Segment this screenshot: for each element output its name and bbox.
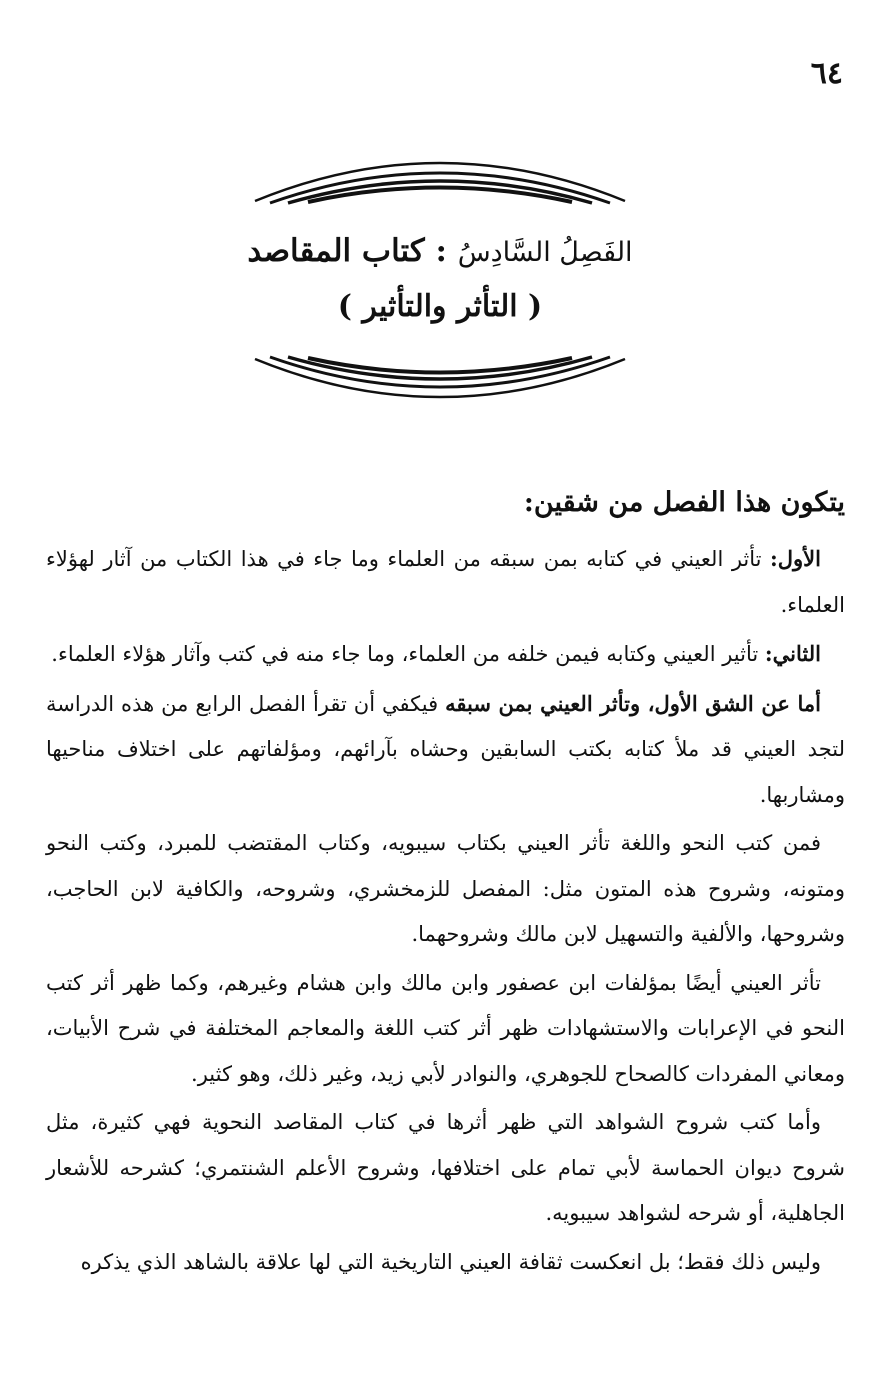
paragraph bbox=[46, 1240, 845, 1286]
paragraph-lead: أما عن الشق الأول، وتأثر العيني بمن سبقه bbox=[445, 690, 821, 716]
chapter-heading-frame bbox=[240, 155, 640, 405]
paragraph bbox=[46, 536, 845, 628]
chapter-separator: : bbox=[424, 233, 458, 269]
body-text bbox=[46, 478, 845, 1288]
chapter-label: الفَصِلُ السَّادِسُ bbox=[457, 237, 633, 268]
paragraph bbox=[46, 821, 845, 958]
paragraph-text: فمن كتب النحو واللغة تأثر العيني بكتاب سيبويه، وكتاب المقتضب للمبرد، وكتب النحو ومتونه، وشروح هذه المتون مثل: المفصل للزمخشري، وشروحه، والكافية لابن الحاجب، وشروحها، والألفية والتسهيل لابن مالك وشروحهما. bbox=[46, 831, 845, 946]
paragraph-text: وليس ذلك فقط؛ بل انعكست ثقافة العيني التاريخية التي لها علاقة بالشاهد الذي يذكره bbox=[80, 1249, 821, 1274]
paragraph bbox=[46, 631, 845, 678]
ornament-arcs bbox=[240, 155, 640, 405]
paragraph-text: وأما كتب شروح الشواهد التي ظهر أثرها في كتاب المقاصد النحوية فهي كثيرة، مثل شروح ديوان الحماسة لأبي تمام على اختلافها، وشروح الأعلم الشنتمري؛ كشرحه للأشعار الجاهلية، أو شرحه لشواهد سيبويه. bbox=[46, 1110, 845, 1225]
paragraph bbox=[46, 1100, 845, 1237]
section-intro: يتكون هذا الفصل من شقين: bbox=[523, 487, 845, 518]
chapter-subtitle: ( التأثر والتأثير ) bbox=[337, 289, 543, 324]
paragraph bbox=[46, 681, 845, 819]
paragraph-text: تأثر العيني أيضًا بمؤلفات ابن عصفور وابن مالك وابن هشام وغيرهم، وكما ظهر أثر كتب النحو في الإعرابات والاستشهادات ظهر أثر كتب اللغة والمعاجم المختلفة في شرح الأبيات، ومعاني المفردات كالصحاح للجوهري، والنوادر لأبي زيد، وغير ذلك، وهو كثير. bbox=[46, 970, 845, 1086]
paragraph bbox=[46, 961, 845, 1098]
paragraph-lead: الثاني: bbox=[764, 641, 821, 666]
paragraph-text: فيكفي أن تقرأ الفصل الرابع من هذه الدراسة لتجد العيني قد ملأ كتابه بكتب السابقين وحشاه بآرائهم، ومؤلفاتهم على اختلاف مناحيها ومشاربها. bbox=[46, 691, 845, 807]
page-number: ٦٤ bbox=[810, 56, 843, 91]
chapter-title bbox=[240, 233, 640, 269]
paragraph-lead: الأول: bbox=[770, 546, 821, 571]
paragraph-text: تأثير العيني وكتابه فيمن خلفه من العلماء، وما جاء منه في كتب وآثار هؤلاء العلماء. bbox=[51, 642, 765, 666]
paragraph-text: تأثر العيني في كتابه بمن سبقه من العلماء وما جاء في هذا الكتاب من آثار لهؤلاء العلماء. bbox=[46, 547, 845, 617]
chapter-name: كتاب المقاصد bbox=[247, 233, 425, 269]
